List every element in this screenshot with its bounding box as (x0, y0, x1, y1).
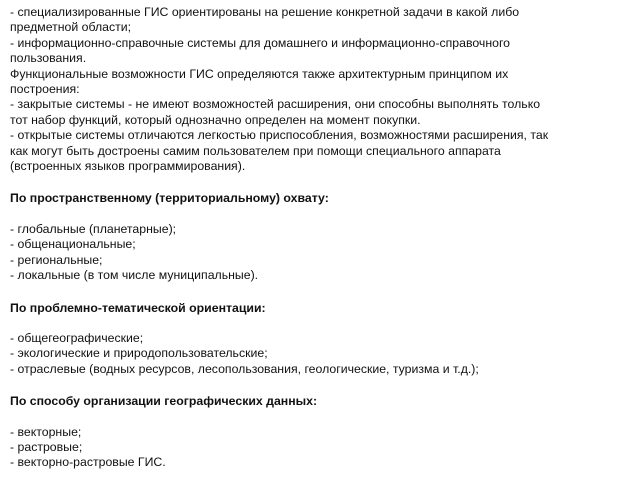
text-line: как могут быть достроены самим пользователем при помощи специального аппарата (10, 143, 501, 158)
text-line: Функциональные возможности ГИС определяются также архитектурным принципом их (10, 66, 509, 81)
list-item: - локальные (в том числе муниципальные). (10, 268, 259, 283)
list-item: - общенациональные; (10, 237, 136, 252)
text-line: построения: (10, 82, 80, 97)
section-heading: По способу организации географических данных: (10, 394, 318, 409)
intro-block (10, 5, 618, 174)
text-line: - открытые системы отличаются легкостью приспособления, возможностями расширения, так (10, 128, 549, 143)
section-heading: По проблемно-тематической ориентации: (10, 300, 266, 315)
list-item: - региональные; (10, 252, 103, 267)
section-data-organization (10, 394, 618, 471)
list-item: - векторно-растровые ГИС. (10, 455, 166, 470)
text-line: - специализированные ГИС ориентированы на решение конкретной задачи в какой либо (10, 5, 520, 19)
list-item: - общегеографические; (10, 330, 144, 345)
text-line: тот набор функций, который однозначно определен на момент покупки. (10, 112, 421, 127)
list-item: - отраслевые (водных ресурсов, лесопользования, геологические, туризма и т.д.); (10, 361, 479, 376)
list-item: - экологические и природопользовательские; (10, 346, 268, 361)
section-territorial-coverage (10, 191, 618, 283)
list-item: - векторные; (10, 424, 82, 439)
text-line: - закрытые системы - не имеют возможностей расширения, они способны выполнять только (10, 97, 541, 112)
text-line: пользования. (10, 51, 87, 66)
list-item: - глобальные (планетарные); (10, 221, 177, 236)
section-heading: По пространственному (территориальному) охвату: (10, 191, 329, 206)
text-line: (встроенных языков программирования). (10, 159, 246, 174)
text-line: предметной области; (10, 20, 132, 35)
text-line: - информационно-справочные системы для домашнего и информационно-справочного (10, 35, 511, 50)
document-body (10, 5, 618, 471)
section-thematic-orientation (10, 301, 618, 378)
list-item: - растровые; (10, 439, 83, 454)
